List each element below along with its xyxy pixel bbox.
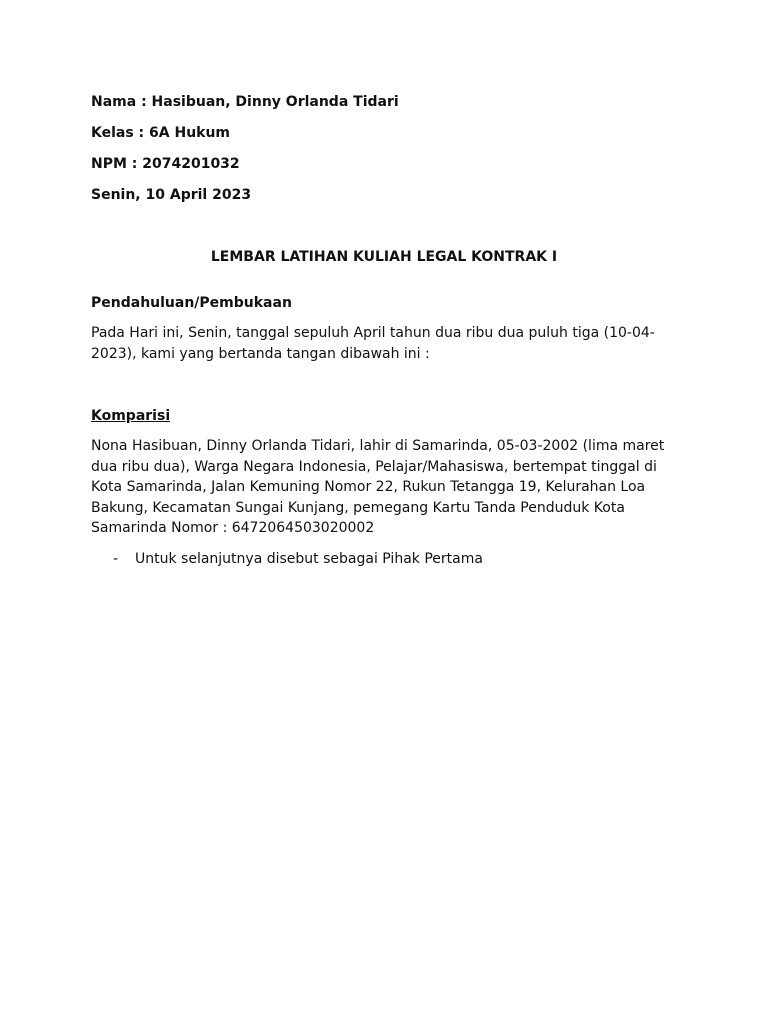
document-title: LEMBAR LATIHAN KULIAH LEGAL KONTRAK I [210, 249, 558, 265]
bullet-text: Untuk selanjutnya disebut sebagai Pihak Pertama [135, 551, 483, 567]
bullet-dash: - [113, 551, 119, 567]
komparisi-text-line-2: dua ribu dua), Warga Negara Indonesia, Pelajar/Mahasiswa, bertempat tinggal di [91, 459, 657, 475]
pendahuluan-heading: Pendahuluan/Pembukaan [91, 295, 292, 311]
nama-line: Nama : Hasibuan, Dinny Orlanda Tidari [91, 94, 399, 110]
npm-line: NPM : 2074201032 [91, 156, 240, 172]
komparisi-text-line-1: Nona Hasibuan, Dinny Orlanda Tidari, lahir di Samarinda, 05-03-2002 (lima maret [91, 438, 665, 454]
komparisi-text-line-3: Kota Samarinda, Jalan Kemuning Nomor 22, Rukun Tetangga 19, Kelurahan Loa [91, 479, 646, 495]
komparisi-text-line-5: Samarinda Nomor : 6472064503020002 [91, 520, 375, 536]
date-line: Senin, 10 April 2023 [91, 187, 252, 203]
komparisi-heading: Komparisi [91, 408, 171, 424]
kelas-line: Kelas : 6A Hukum [91, 125, 231, 141]
pendahuluan-text-line-1: Pada Hari ini, Senin, tanggal sepuluh April tahun dua ribu dua puluh tiga (10-04- [91, 325, 655, 341]
pendahuluan-text-line-2: 2023), kami yang bertanda tangan dibawah ini : [91, 346, 430, 362]
komparisi-text-line-4: Bakung, Kecamatan Sungai Kunjang, pemegang Kartu Tanda Penduduk Kota [91, 500, 625, 516]
